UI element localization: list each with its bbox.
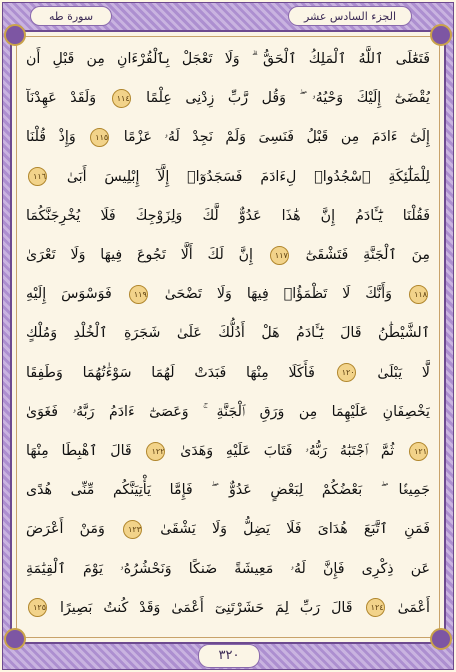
verse-line [26, 354, 430, 392]
verse-line [26, 79, 430, 117]
verse-text: إِنَّ لَكَ أَلَّا تَجُوعَ فِيهَا وَلَا تَعْرَىٰ [26, 247, 253, 263]
verse-text: قَالَ ٱهْبِطَا مِنْهَا [26, 443, 132, 459]
verse-text: مِنَ ٱلْجَنَّةِ فَتَشْقَىٰٓ [305, 247, 430, 263]
verse-text: فَوَسْوَسَ إِلَيْهِ [26, 286, 112, 303]
verse-text: ثُمَّ ٱجْتَبَٰهُ رَبُّهُۥ فَتَابَ عَلَيْهِ وَهَدَىٰ [180, 443, 395, 459]
ayah-number-marker: ١١٧ [270, 246, 289, 265]
verse-text: لَّا يَبْلَىٰ [377, 364, 430, 381]
verse-text: فَقُلْنَا يَٰٓـَٔادَمُ إِنَّ هَٰذَا عَدُوٌّ لَّكَ وَلِزَوْجِكَ فَلَا يُخْرِجَنَّكُمَا [26, 207, 430, 224]
verse-line [26, 432, 430, 470]
corner-ornament [430, 24, 452, 46]
ayah-number-marker: ١٢٥ [28, 598, 47, 617]
corner-ornament [4, 24, 26, 46]
verse-line [26, 589, 430, 627]
verse-text: لِلْمَلَٰٓئِكَةِ ٱسْجُدُوا۟ لِءَادَمَ فَسَجَدُوٓا۟ إِلَّآ إِبْلِيسَ أَبَىٰ [66, 168, 430, 185]
verse-text: إِلَىٰٓ ءَادَمَ مِن قَبْلُ فَنَسِىَ وَلَمْ نَجِدْ لَهُۥ عَزْمًا [123, 129, 430, 146]
ayah-number-marker: ١٢٤ [366, 598, 385, 617]
verse-text: يَخْصِفَانِ عَلَيْهِمَا مِن وَرَقِ ٱلْجَنَّةِ ۚ وَعَصَىٰٓ ءَادَمُ رَبَّهُۥ فَغَوَىٰ [26, 403, 430, 420]
verse-text: فَمَنِ ٱتَّبَعَ هُدَاىَ فَلَا يَضِلُّ وَلَا يَشْقَىٰ [160, 521, 430, 538]
verse-line [26, 471, 430, 509]
verse-lines [26, 40, 430, 630]
verse-text: قَالَ رَبِّ لِمَ حَشَرْتَنِىٓ أَعْمَىٰ وَقَدْ كُنتُ بَصِيرًا [60, 599, 353, 616]
verse-line [26, 158, 430, 196]
verse-text: ٱلشَّيْطَٰنُ قَالَ يَٰٓـَٔادَمُ هَلْ أَدُلُّكَ عَلَىٰ شَجَرَةِ ٱلْخُلْدِ وَمُلْكٍ [26, 325, 430, 342]
verse-text: جَمِيعًۢا ۖ بَعْضُكُمْ لِبَعْضٍ عَدُوٌّ ۖ فَإِمَّا يَأْتِيَنَّكُم مِّنِّى هُدًى [26, 482, 430, 499]
ayah-number-marker: ١٢٠ [337, 363, 356, 382]
juz-label: الجزء السادس عشر [288, 6, 412, 26]
verse-line [26, 314, 430, 352]
verse-line [26, 40, 430, 78]
ayah-number-marker: ١٢٢ [146, 442, 165, 461]
ayah-number-marker: ١١٥ [90, 128, 109, 147]
verse-line [26, 236, 430, 274]
page-number: ٣٢٠ [198, 644, 260, 668]
corner-ornament [430, 628, 452, 650]
ayah-number-marker: ١١٤ [112, 89, 131, 108]
verse-text: فَأَكَلَا مِنْهَا فَبَدَتْ لَهُمَا سَوْءَٰتُهُمَا وَطَفِقَا [26, 364, 315, 381]
verse-line [26, 393, 430, 431]
verse-line [26, 510, 430, 548]
verse-text: وَلَقَدْ عَهِدْنَآ [26, 90, 97, 107]
verse-text: فَتَعَٰلَى ٱللَّهُ ٱلْمَلِكُ ٱلْحَقُّ ۗ وَلَا تَعْجَلْ بِٱلْقُرْءَانِ مِن قَبْلِ أَن [26, 51, 430, 67]
verse-line [26, 197, 430, 235]
surah-label: سورة طه [30, 6, 112, 26]
ayah-number-marker: ١١٨ [409, 285, 428, 304]
verse-text: وَأَنَّكَ لَا تَظْمَؤُا۟ فِيهَا وَلَا تَضْحَىٰ [164, 286, 393, 303]
verse-text: عَن ذِكْرِى فَإِنَّ لَهُۥ مَعِيشَةً ضَنكًا وَنَحْشُرُهُۥ يَوْمَ ٱلْقِيَٰمَةِ [26, 560, 430, 577]
ayah-number-marker: ١١٩ [129, 285, 148, 304]
verse-line [26, 118, 430, 156]
verse-text: وَمَنْ أَعْرَضَ [26, 521, 105, 538]
ayah-number-marker: ١٢٣ [123, 520, 142, 539]
corner-ornament [4, 628, 26, 650]
verse-text: يُقْضَىٰٓ إِلَيْكَ وَحْيُهُۥ ۖ وَقُل رَّبِّ زِدْنِى عِلْمًا [146, 90, 430, 107]
verse-line [26, 275, 430, 313]
ayah-number-marker: ١١٦ [28, 167, 47, 186]
ayah-number-marker: ١٢١ [409, 442, 428, 461]
verse-line [26, 550, 430, 588]
verse-text: أَعْمَىٰ [397, 599, 430, 616]
verse-text: وَإِذْ قُلْنَا [26, 129, 76, 146]
